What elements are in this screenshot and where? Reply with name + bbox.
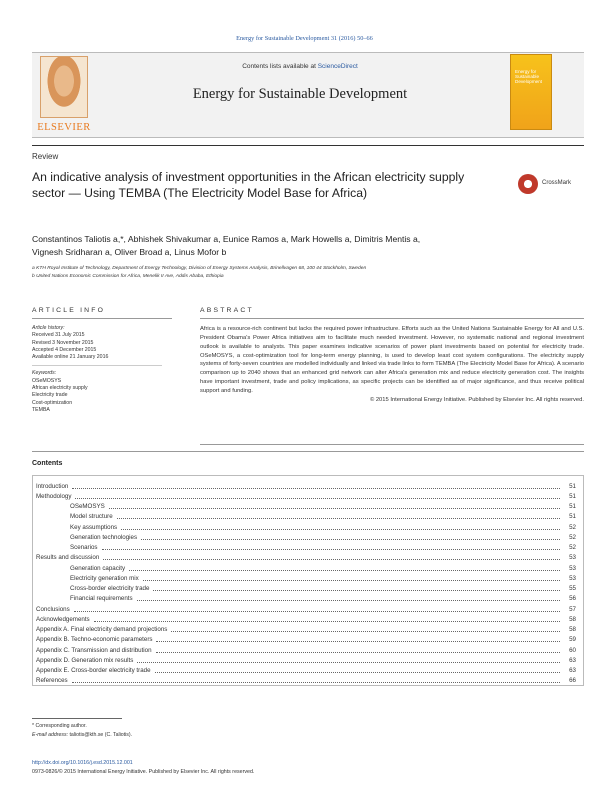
toc-entry-label[interactable]: Appendix C. Transmission and distribution bbox=[36, 646, 152, 654]
toc-entry-page: 52 bbox=[569, 523, 576, 531]
journal-reference[interactable]: Energy for Sustainable Development 31 (2016) 50–66 bbox=[236, 35, 373, 42]
toc-entry-label[interactable]: Results and discussion bbox=[36, 554, 100, 562]
toc-entry-label[interactable]: Conclusions bbox=[36, 605, 70, 613]
toc-entry-label[interactable]: Appendix D. Generation mix results bbox=[36, 656, 134, 664]
toc-entry-page: 53 bbox=[569, 564, 576, 572]
copyright-notice: © 2015 International Energy Initiative. Published by Elsevier Inc. All rights reserved. bbox=[369, 396, 584, 403]
toc-dot-leader bbox=[117, 514, 560, 519]
toc-entry[interactable] bbox=[36, 512, 576, 522]
article-title: An indicative analysis of investment opportunities in the African electricity supply sector — Using TEMBA (The Electricity Model Base for Africa) bbox=[32, 170, 465, 200]
crossmark-badge[interactable] bbox=[518, 174, 588, 196]
cover-title: Energy for Sustainable Development bbox=[515, 69, 543, 85]
abstract-rule bbox=[200, 318, 584, 319]
toc-entry-label[interactable]: Financial requirements bbox=[70, 595, 133, 603]
toc-entry-label[interactable]: Model structure bbox=[70, 513, 113, 521]
toc-dot-leader bbox=[74, 607, 560, 612]
keyword: TEMBA bbox=[32, 406, 50, 413]
author-list bbox=[32, 233, 584, 259]
article-info-rule bbox=[32, 318, 172, 319]
toc-entry[interactable] bbox=[36, 481, 576, 491]
elsevier-wordmark: ELSEVIER bbox=[37, 122, 91, 133]
contents-heading: Contents bbox=[32, 460, 63, 467]
toc-entry[interactable] bbox=[36, 573, 576, 583]
toc-dot-leader bbox=[156, 637, 560, 642]
front-matter-divider bbox=[32, 451, 584, 452]
keyword: Electricity trade bbox=[32, 392, 68, 399]
article-section-type: Review bbox=[32, 152, 59, 161]
authors-line-1[interactable]: Constantinos Taliotis a,*, Abhishek Shivakumar a, Eunice Ramos a, Mark Howells a, Dimitris Mentis a, bbox=[32, 234, 421, 244]
toc-dot-leader bbox=[94, 617, 560, 622]
toc-entry-page: 56 bbox=[569, 595, 576, 603]
toc-entry-label[interactable]: Cross-border electricity trade bbox=[70, 585, 150, 593]
toc-dot-leader bbox=[153, 586, 560, 591]
affiliation-b: b United Nations Economic Commission for Africa, Menelik II Ave, Addis Ababa, Ethiopia bbox=[32, 274, 224, 279]
toc-entry[interactable] bbox=[36, 553, 576, 563]
toc-entry[interactable] bbox=[36, 604, 576, 614]
toc-entry-page: 52 bbox=[569, 533, 576, 541]
toc-dot-leader bbox=[141, 535, 560, 540]
toc-entry-page: 51 bbox=[569, 492, 576, 500]
toc-entry-page: 60 bbox=[569, 646, 576, 654]
toc-dot-leader bbox=[72, 484, 560, 489]
toc-entry-label[interactable]: Key assumptions bbox=[70, 523, 118, 531]
toc-entry[interactable] bbox=[36, 625, 576, 635]
article-info bbox=[32, 325, 172, 414]
toc-entry-page: 52 bbox=[569, 544, 576, 552]
contents-availability bbox=[100, 63, 500, 70]
toc-dot-leader bbox=[103, 555, 560, 560]
toc-entry[interactable] bbox=[36, 645, 576, 655]
toc-dot-leader bbox=[143, 576, 560, 581]
footnotes bbox=[32, 722, 584, 740]
crossmark-icon bbox=[518, 174, 538, 194]
toc-entry[interactable] bbox=[36, 532, 576, 542]
toc-entry-label[interactable]: Electricity generation mix bbox=[70, 574, 139, 582]
crossmark-label: CrossMark bbox=[542, 180, 572, 186]
table-of-contents bbox=[36, 481, 576, 686]
received-date: Received 31 July 2015 bbox=[32, 332, 85, 339]
header-divider bbox=[32, 145, 584, 146]
toc-dot-leader bbox=[72, 678, 560, 683]
article-info-heading: ARTICLE INFO bbox=[32, 307, 106, 314]
toc-entry-label[interactable]: Appendix A. Final electricity demand projections bbox=[36, 626, 168, 634]
toc-dot-leader bbox=[109, 504, 560, 509]
toc-entry[interactable] bbox=[36, 666, 576, 676]
toc-entry[interactable] bbox=[36, 635, 576, 645]
contents-prefix: Contents lists available at bbox=[242, 63, 318, 70]
keyword: OSeMOSYS bbox=[32, 377, 62, 384]
toc-dot-leader bbox=[137, 658, 560, 663]
toc-dot-leader bbox=[121, 525, 560, 530]
toc-entry-page: 55 bbox=[569, 585, 576, 593]
toc-entry[interactable] bbox=[36, 522, 576, 532]
journal-cover-thumbnail[interactable] bbox=[510, 54, 552, 130]
toc-entry[interactable] bbox=[36, 584, 576, 594]
toc-dot-leader bbox=[171, 627, 560, 632]
toc-entry-page: 57 bbox=[569, 605, 576, 613]
toc-entry[interactable] bbox=[36, 502, 576, 512]
keyword: African electricity supply bbox=[32, 385, 88, 392]
email-address[interactable]: taliotis@kth.se (C. Taliotis). bbox=[69, 731, 133, 738]
revised-date: Revised 3 November 2015 bbox=[32, 339, 94, 346]
online-date: Available online 21 January 2016 bbox=[32, 354, 109, 361]
toc-entry-label[interactable]: Introduction bbox=[36, 482, 69, 490]
toc-entry-page: 58 bbox=[569, 626, 576, 634]
toc-entry-label[interactable]: Acknowledgements bbox=[36, 615, 90, 623]
info-separator bbox=[32, 365, 162, 366]
toc-dot-leader bbox=[156, 648, 560, 653]
toc-entry-page: 63 bbox=[569, 656, 576, 664]
toc-entry[interactable] bbox=[36, 543, 576, 553]
toc-entry-label[interactable]: Generation technologies bbox=[70, 533, 138, 541]
toc-entry-page: 66 bbox=[569, 677, 576, 685]
toc-entry-page: 53 bbox=[569, 554, 576, 562]
toc-entry-page: 51 bbox=[569, 513, 576, 521]
toc-dot-leader bbox=[155, 668, 560, 673]
toc-entry-label[interactable]: Methodology bbox=[36, 492, 72, 500]
elsevier-logo bbox=[34, 56, 94, 134]
toc-entry[interactable] bbox=[36, 676, 576, 686]
issn-copyright: 0973-0826/© 2015 International Energy Initiative. Published by Elsevier Inc. All rights reserved. bbox=[32, 768, 255, 775]
keywords-label: Keywords: bbox=[32, 370, 57, 377]
journal-title[interactable]: Energy for Sustainable Development bbox=[192, 86, 408, 102]
toc-entry[interactable] bbox=[36, 655, 576, 665]
abstract-heading: ABSTRACT bbox=[200, 307, 254, 314]
toc-entry-label[interactable]: Generation capacity bbox=[70, 564, 126, 572]
abstract-body bbox=[200, 325, 584, 405]
article-footer bbox=[32, 759, 584, 777]
toc-entry-label[interactable]: References bbox=[36, 677, 68, 685]
corresponding-author-note: * Corresponding author. bbox=[32, 723, 87, 729]
toc-entry-page: 63 bbox=[569, 667, 576, 675]
toc-entry-page: 51 bbox=[569, 482, 576, 490]
history-label: Article history: bbox=[32, 325, 65, 331]
abstract-bottom-rule bbox=[200, 444, 584, 445]
accepted-date: Accepted 4 December 2015 bbox=[32, 346, 97, 353]
toc-dot-leader bbox=[137, 596, 560, 601]
toc-entry[interactable] bbox=[36, 563, 576, 573]
toc-dot-leader bbox=[129, 566, 560, 571]
toc-entry-page: 59 bbox=[569, 636, 576, 644]
toc-entry-page: 51 bbox=[569, 503, 576, 511]
email-label: E-mail address: bbox=[32, 731, 70, 738]
toc-dot-leader bbox=[75, 494, 560, 499]
toc-dot-leader bbox=[102, 545, 560, 550]
toc-entry-label[interactable]: Scenarios bbox=[70, 544, 98, 552]
abstract-text: Africa is a resource-rich continent but lacks the required power infrastructure. Efforts such as the United Nations Sustainable Energy for All and U.S. President Obama's Power Africa initiatives aim to facilitate much needed investment. However, no systematic national and regional investment outlook is available to analysts. This paper examines indicative scenarios of power plant investments based on potential for electricity trade. OSeMOSYS, a cost-optimization tool for long-term energy planning, is used to develop least cost system configurations. The electricity supply systems of forty-seven countries are modelled individually and linked via trade links to form TEMBA (The Electricity Model Base for Africa). A scenario comparison up to 2040 shows that an enhanced grid network can alter Africa's generation mix and reduce electricity generation cost. The insights have important investment, trade and policy implications, as specific projects can be identified as of major significance, and thus receive political support and funding. bbox=[200, 326, 584, 394]
sciencedirect-link[interactable]: ScienceDirect bbox=[317, 63, 358, 70]
toc-entry-page: 53 bbox=[569, 574, 576, 582]
affiliations bbox=[32, 265, 584, 281]
affiliation-a: a KTH Royal Institute of Technology, Department of Energy Technology, Division of Energy Systems Analysis, Brinellvagen 68, 100 44 Stockholm, Sweden bbox=[32, 266, 367, 271]
keyword: Cost-optimization bbox=[32, 399, 73, 406]
toc-entry-label[interactable]: Appendix B. Techno-economic parameters bbox=[36, 636, 153, 644]
toc-entry[interactable] bbox=[36, 594, 576, 604]
email-note bbox=[32, 731, 584, 740]
footnote-rule bbox=[32, 718, 122, 719]
toc-entry[interactable] bbox=[36, 614, 576, 624]
toc-entry[interactable] bbox=[36, 491, 576, 501]
toc-entry-label[interactable]: OSeMOSYS bbox=[70, 503, 105, 511]
toc-entry-page: 58 bbox=[569, 615, 576, 623]
toc-entry-label[interactable]: Appendix E. Cross-border electricity trade bbox=[36, 667, 151, 675]
elsevier-tree-icon bbox=[40, 56, 88, 118]
doi-link[interactable]: http://dx.doi.org/10.1016/j.esd.2015.12.001 bbox=[32, 760, 133, 766]
authors-line-2[interactable]: Vignesh Sridharan a, Oliver Broad a, Linus Mofor b bbox=[32, 247, 227, 257]
